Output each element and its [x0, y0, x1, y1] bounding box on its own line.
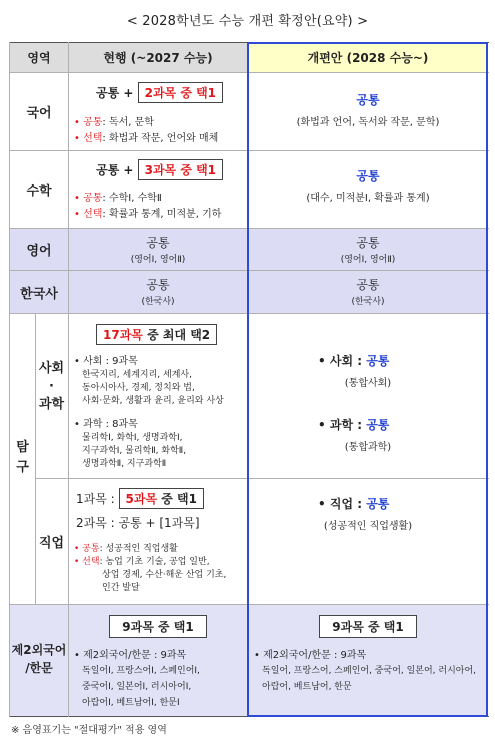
new-voc-desc: (성공적인 직업생활): [323, 521, 413, 532]
voc-elective-line-3: 인간 발달: [102, 583, 140, 593]
foreign-current-head: • 제2외국어/한문 : 9과목: [74, 650, 187, 661]
row-label-vocational: 직업: [38, 536, 65, 551]
history-current-title: 공통: [146, 278, 170, 292]
korean-current-choice: 공통 + 2과목 중 택1: [96, 82, 223, 103]
foreign-new: [248, 605, 488, 716]
footnote: ※ 음영표기는 "절대평가" 적용 영역: [11, 725, 167, 736]
english-current-title: 공통: [146, 236, 170, 250]
korean-common-line: • 공통: 독서, 문학: [74, 117, 154, 128]
row-label-korean: 국어: [26, 106, 52, 121]
korean-current: [68, 73, 248, 150]
math-new: [248, 151, 488, 228]
voc-common-line: • 공통: 성공적인 직업생활: [74, 544, 178, 554]
new-soc-line: • 사회 : 공통: [318, 354, 390, 368]
new-soc-desc: (통합사회): [344, 378, 392, 389]
grid-v1: [68, 42, 69, 717]
soc-sci-new: [248, 314, 488, 478]
voc-line-2: 2과목 : 공통 + [1과목]: [76, 516, 200, 530]
korean-elective-line: • 선택: 화법과 작문, 언어와 매체: [74, 133, 219, 144]
foreign-current-line-3: 아랍어Ⅰ, 베트남어Ⅰ, 한문Ⅰ: [82, 698, 180, 708]
grid-bottom: [9, 716, 489, 717]
row-label-english: 영어: [10, 229, 68, 270]
grid-h1: [9, 72, 489, 73]
foreign-current-line-2: 중국어Ⅰ, 일본어Ⅰ, 러시아어Ⅰ,: [82, 682, 192, 692]
header-area: 영역: [10, 43, 68, 72]
grid-inquiry-sub: [35, 313, 36, 605]
sci-line-1: 물리학Ⅰ, 화학Ⅰ, 생명과학Ⅰ,: [82, 433, 183, 443]
inquiry-label-1: 탐: [16, 440, 29, 455]
soc-sci-current: [68, 314, 248, 478]
foreign-current-line-1: 독일어Ⅰ, 프랑스어Ⅰ, 스페인어Ⅰ,: [82, 666, 200, 676]
english-new-title: 공통: [356, 236, 380, 250]
math-current: [68, 151, 248, 228]
foreign-new-head: • 제2외국어/한문 : 9과목: [254, 650, 367, 661]
soc-sci-choice: [96, 324, 217, 345]
voc-elective-line: • 선택: 농업 기초 기술, 공업 일반,: [74, 557, 210, 567]
voc-line-1: 1과목 : 5과목 중 택1: [76, 488, 204, 509]
grid-left: [9, 42, 10, 717]
foreign-new-line-1: 독일어, 프랑스어, 스페인어, 중국어, 일본어, 러시아어,: [262, 666, 477, 676]
grid-h2: [9, 150, 489, 151]
inquiry-label-2: 구: [16, 460, 29, 475]
math-new-title: 공통: [356, 169, 380, 183]
row-label-inquiry: [10, 314, 35, 604]
foreign-new-choice: [248, 615, 488, 638]
grid-h6: [35, 478, 489, 479]
sci-line-3: 생명과학Ⅱ, 지구과학Ⅱ: [82, 459, 167, 469]
row-label-foreign: [10, 605, 68, 716]
sci-line-2: 지구과학Ⅰ, 물리학Ⅱ, 화학Ⅱ,: [82, 446, 187, 456]
foreign-current-box: 9과목 중 택1: [109, 615, 206, 638]
english-new: [248, 229, 488, 270]
page-title: < 2028학년도 수능 개편 확정안(요약) >: [126, 14, 369, 29]
math-elective-line: • 선택: 확률과 통계, 미적분, 기하: [74, 209, 222, 220]
header-current: 현행 (~2027 수능): [68, 43, 248, 72]
korean-new: [248, 73, 488, 150]
korean-new-desc: (화법과 언어, 독서와 작문, 문학): [296, 117, 440, 128]
english-current-desc: (영어Ⅰ, 영어Ⅱ): [130, 255, 186, 265]
soc-sci-choice-box: 17과목 중 최대 택2: [96, 324, 217, 345]
new-sci-desc: (통합과학): [344, 442, 392, 453]
math-new-desc: (대수, 미적분Ⅰ, 확률과 통계): [306, 193, 430, 204]
voc-current: [68, 479, 248, 604]
foreign-new-line-2: 아랍어, 베트남어, 한문: [262, 682, 352, 692]
foreign-current: [68, 605, 248, 716]
soc-line-2: 동아시아사, 경제, 정치와 법,: [82, 383, 195, 393]
soc-sci-label-text: 사회 · 과학: [38, 361, 65, 412]
grid-top: [9, 42, 489, 43]
voc-choice-box: 5과목 중 택1: [119, 488, 204, 509]
history-new-title: 공통: [356, 278, 380, 292]
foreign-current-choice: [68, 615, 248, 638]
soc-head: • 사회 : 9과목: [74, 356, 138, 367]
new-sci-line: • 과학 : 공통: [318, 418, 390, 432]
grid-h4: [9, 270, 489, 271]
voc-new: [248, 479, 488, 604]
grid-h3: [9, 228, 489, 229]
history-current-desc: (한국사): [141, 297, 175, 307]
new-voc-line: • 직업 : 공통: [318, 497, 390, 511]
grid-h5: [9, 313, 489, 314]
korean-choice-box: 2과목 중 택1: [138, 82, 223, 103]
soc-line-3: 사회·문화, 생활과 윤리, 윤리와 사상: [82, 396, 224, 406]
foreign-label-text: 제2외국어 /한문: [11, 643, 67, 675]
history-current: [68, 271, 248, 313]
voc-elective-line-2: 상업 경제, 수산·해운 산업 기초,: [102, 570, 227, 580]
math-current-choice: 공통 + 3과목 중 택1: [96, 159, 223, 180]
row-label-math: 수학: [26, 184, 52, 199]
grid-h7: [9, 604, 489, 605]
english-current: [68, 229, 248, 270]
math-common-line: • 공통: 수학Ⅰ, 수학Ⅱ: [74, 193, 162, 204]
soc-line-1: 한국지리, 세계지리, 세계사,: [82, 370, 192, 380]
history-new: [248, 271, 488, 313]
row-label-history: 한국사: [10, 271, 68, 313]
row-label-soc-sci: [35, 314, 68, 478]
english-new-desc: (영어Ⅰ, 영어Ⅱ): [340, 255, 396, 265]
math-choice-box: 3과목 중 택1: [138, 159, 223, 180]
history-new-desc: (한국사): [351, 297, 385, 307]
header-new: 개편안 (2028 수능~): [248, 43, 488, 72]
sci-head: • 과학 : 8과목: [74, 419, 138, 430]
korean-new-title: 공통: [356, 93, 380, 107]
foreign-new-box: 9과목 중 택1: [319, 615, 416, 638]
